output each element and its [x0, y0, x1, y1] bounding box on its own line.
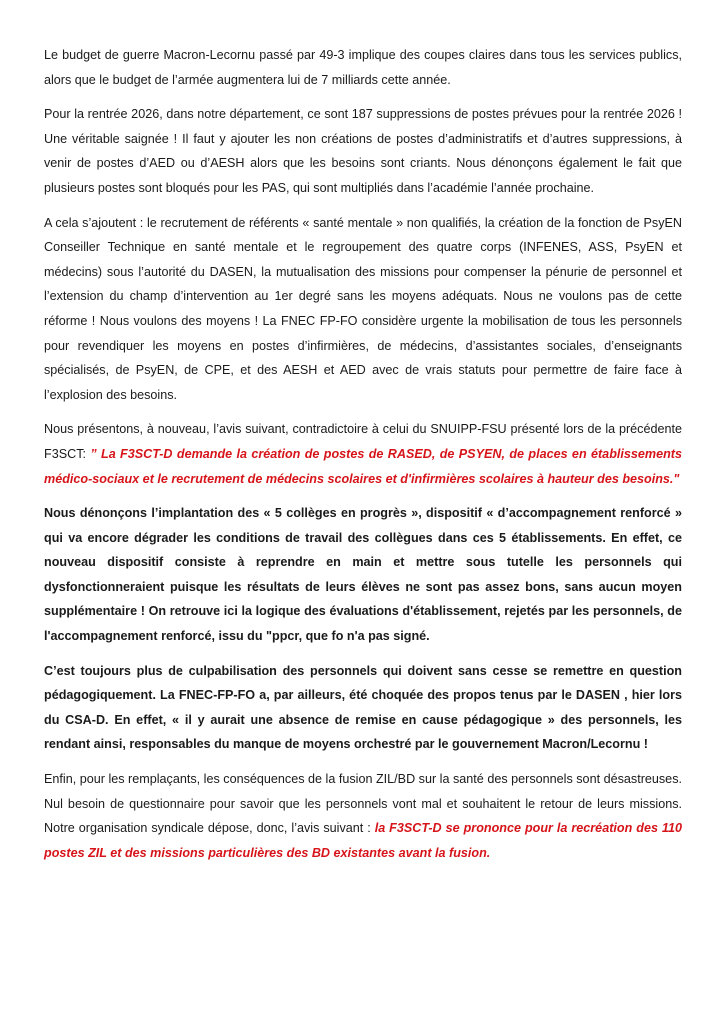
paragraph-budget	[44, 43, 682, 92]
paragraph-text: C’est toujours plus de culpabilisation des personnels qui doivent sans cesse se remettre en question pédagogiquement. La FNEC-FP-FO a, par ailleurs, été choquée des propos tenus par le DASEN , hier lors du CSA-D. En effet, « il y aurait une absence de remise en cause pédagogique » des personnels, les rendant ainsi, responsables du manque de moyens orchestré par le gouvernement Macron/Lecornu !	[44, 663, 682, 752]
paragraph-text: Le budget de guerre Macron-Lecornu passé par 49-3 implique des coupes claires dans tous les services publics, alors que le budget de l’armée augmentera lui de 7 milliards cette année.	[44, 48, 682, 87]
paragraph-text: Enfin, pour les remplaçants, les conséquences de la fusion ZIL/BD sur la santé des personnels sont désastreuses. Nul besoin de questionnaire pour savoir que les personnels vont mal et souhaitent le retour de leurs missions. Notre organisation syndicale dépose, donc, l’avis suivant :	[44, 772, 682, 836]
paragraph-colleges-en-progres	[44, 501, 682, 649]
paragraph-sante-mentale	[44, 211, 682, 408]
paragraph-text: Nous dénonçons l’implantation des « 5 collèges en progrès », dispositif « d’accompagnement renforcé » qui va encore dégrader les conditions de travail des collègues dans ces 5 établissements. En effet, ce nouveau dispositif consiste à reprendre en main et mettre sous tutelle les personnels qui dysfonctionneraient puisque les résultats de leurs élèves ne sont pas assez bons, sans aucun moyen supplémentaire ! On retrouve ici la logique des évaluations d'établissement, rejetés par les personnels, de l'accompagnement renforcé, issu du "ppcr, que fo n'a pas signé.	[44, 506, 682, 644]
document-page	[44, 43, 682, 875]
paragraph-rentree-2026	[44, 102, 682, 200]
paragraph-culpabilisation	[44, 659, 682, 757]
paragraph-text: Pour la rentrée 2026, dans notre département, ce sont 187 suppressions de postes prévues pour la rentrée 2026 ! Une véritable saignée ! Il faut y ajouter les non créations de postes d’administratifs et d’autres suppressions, à venir de postes d’AED ou d’AESH alors que les besoins sont criants. Nous dénonçons également le fait que plusieurs postes sont bloqués pour les PAS, qui sont multipliés dans l’académie l’année prochaine.	[44, 107, 682, 195]
paragraph-text: A cela s’ajoutent : le recrutement de référents « santé mentale » non qualifiés, la création de la fonction de PsyEN Conseiller Technique en santé mentale et le regroupement des quatre corps (INFENES, ASS, PsyEN et médecins) sous l’autorité du DASEN, la mutualisation des missions pour compenser la pénurie de personnel et l’extension du champ d’intervention au 1er degré sans les moyens adéquats. Nous ne voulons pas de cette réforme ! Nous voulons des moyens ! La FNEC FP-FO considère urgente la mobilisation de tous les personnels pour revendiquer les moyens en postes d’infirmières, de médecins, d’assistantes sociales, d’enseignants spécialisés, de PsyEN, de CPE, et des AESH et AED avec de vrais statuts pour permettre de faire face à l’explosion des besoins.	[44, 215, 682, 402]
paragraph-text: Nous présentons, à nouveau, l’avis suivant, contradictoire à celui du SNUIPP-FSU présenté lors de la précédente F3SCT:	[44, 422, 682, 461]
avis-highlight: ” La F3SCT-D demande la création de postes de RASED, de PSYEN, de places en établissements médico-sociaux et le recrutement de médecins scolaires et d'infirmières scolaires à hauteur des besoins."	[44, 446, 682, 486]
paragraph-avis-rased	[44, 417, 682, 491]
paragraph-remplacants	[44, 767, 682, 865]
avis-highlight: la F3SCT-D se prononce pour la recréation des 110 postes ZIL et des missions particulières des BD existantes avant la fusion.	[44, 821, 682, 860]
